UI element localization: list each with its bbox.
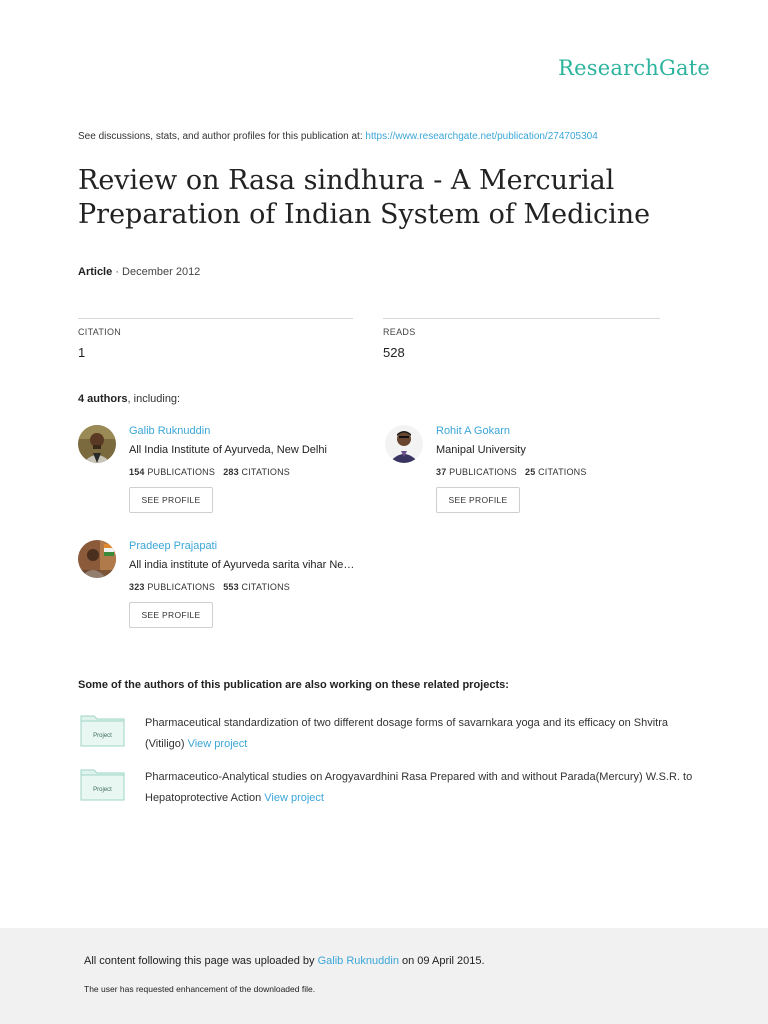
svg-text:Project: Project (93, 733, 112, 739)
citations-label: CITATIONS (538, 467, 587, 477)
view-project-link[interactable]: View project (187, 738, 248, 750)
project-description (145, 767, 700, 809)
avatar-photo-icon (78, 540, 116, 578)
project-title: Pharmaceutico-Analytical studies on Arogyavardhini Rasa Prepared with and without Parada(Mercury) W.S.R. to Hepatoprotective Action (145, 771, 693, 804)
article-type: Article (78, 266, 113, 278)
citations-count: 25 (524, 467, 536, 477)
publications-count: 154 (129, 467, 145, 477)
citation-stat (78, 318, 353, 360)
uploader-link[interactable]: Galib Ruknuddin (317, 955, 399, 967)
project-folder-icon[interactable] (80, 767, 125, 801)
publications-label: PUBLICATIONS (147, 582, 216, 592)
avatar-photo-icon (78, 425, 116, 463)
see-profile-button[interactable]: SEE PROFILE (129, 602, 213, 628)
citations-label: CITATIONS (241, 582, 290, 592)
author-institution: Manipal University (436, 444, 526, 456)
upload-info (84, 955, 485, 967)
see-profile-button[interactable]: SEE PROFILE (436, 487, 520, 513)
avatar[interactable] (78, 540, 116, 578)
author-name-link[interactable]: Pradeep Prajapati (129, 540, 218, 552)
author-stats (129, 582, 290, 592)
author-institution: All india institute of Ayurveda sarita vihar Ne… (129, 559, 355, 571)
upload-footer (0, 928, 768, 1024)
upload-suffix: on 09 April 2015. (402, 955, 485, 967)
article-date: · December 2012 (115, 266, 201, 278)
projects-heading: Some of the authors of this publication are also working on these related projects: (78, 679, 509, 691)
svg-text:Project: Project (93, 787, 112, 793)
author-stats (436, 467, 587, 477)
avatar-photo-icon (385, 425, 423, 463)
project-folder-icon[interactable] (80, 713, 125, 747)
publications-label: PUBLICATIONS (147, 467, 216, 477)
view-project-link[interactable]: View project (264, 792, 324, 804)
enhancement-note: The user has requested enhancement of the downloaded file. (84, 984, 316, 994)
citations-count: 283 (223, 467, 239, 477)
author-name-link[interactable]: Rohit A Gokarn (436, 425, 510, 437)
reads-label: READS (383, 327, 416, 337)
author-name-link[interactable]: Galib Ruknuddin (129, 425, 211, 437)
citation-value: 1 (78, 345, 86, 360)
publication-url-link[interactable]: https://www.researchgate.net/publication/274705304 (365, 131, 598, 142)
publications-count: 323 (129, 582, 145, 592)
reads-value: 528 (383, 345, 405, 360)
author-institution: All India Institute of Ayurveda, New Delhi (129, 444, 327, 456)
citations-label: CITATIONS (241, 467, 290, 477)
see-profile-button[interactable]: SEE PROFILE (129, 487, 213, 513)
citations-count: 553 (223, 582, 239, 592)
authors-heading-suffix: , including: (127, 393, 181, 405)
authors-heading (78, 393, 180, 405)
upload-prefix: All content following this page was uploaded by (84, 955, 315, 967)
article-meta (78, 266, 200, 278)
researchgate-logo[interactable]: ResearchGate (558, 56, 710, 80)
project-title: Pharmaceutical standardization of two different dosage forms of savarnkara yoga and its efficacy on Shvitra (Vitiligo) (145, 717, 668, 750)
discussion-notice (78, 131, 598, 142)
citation-label: CITATION (78, 327, 122, 337)
author-stats (129, 467, 290, 477)
authors-count: 4 authors (78, 393, 128, 405)
discussion-text: See discussions, stats, and author profiles for this publication at: (78, 131, 363, 142)
project-description (145, 713, 700, 755)
avatar[interactable] (385, 425, 423, 463)
reads-stat (383, 318, 660, 360)
avatar[interactable] (78, 425, 116, 463)
publications-label: PUBLICATIONS (449, 467, 517, 477)
publications-count: 37 (436, 467, 447, 477)
page-title: Review on Rasa sindhura - A Mercurial Preparation of Indian System of Medicine (78, 165, 651, 230)
